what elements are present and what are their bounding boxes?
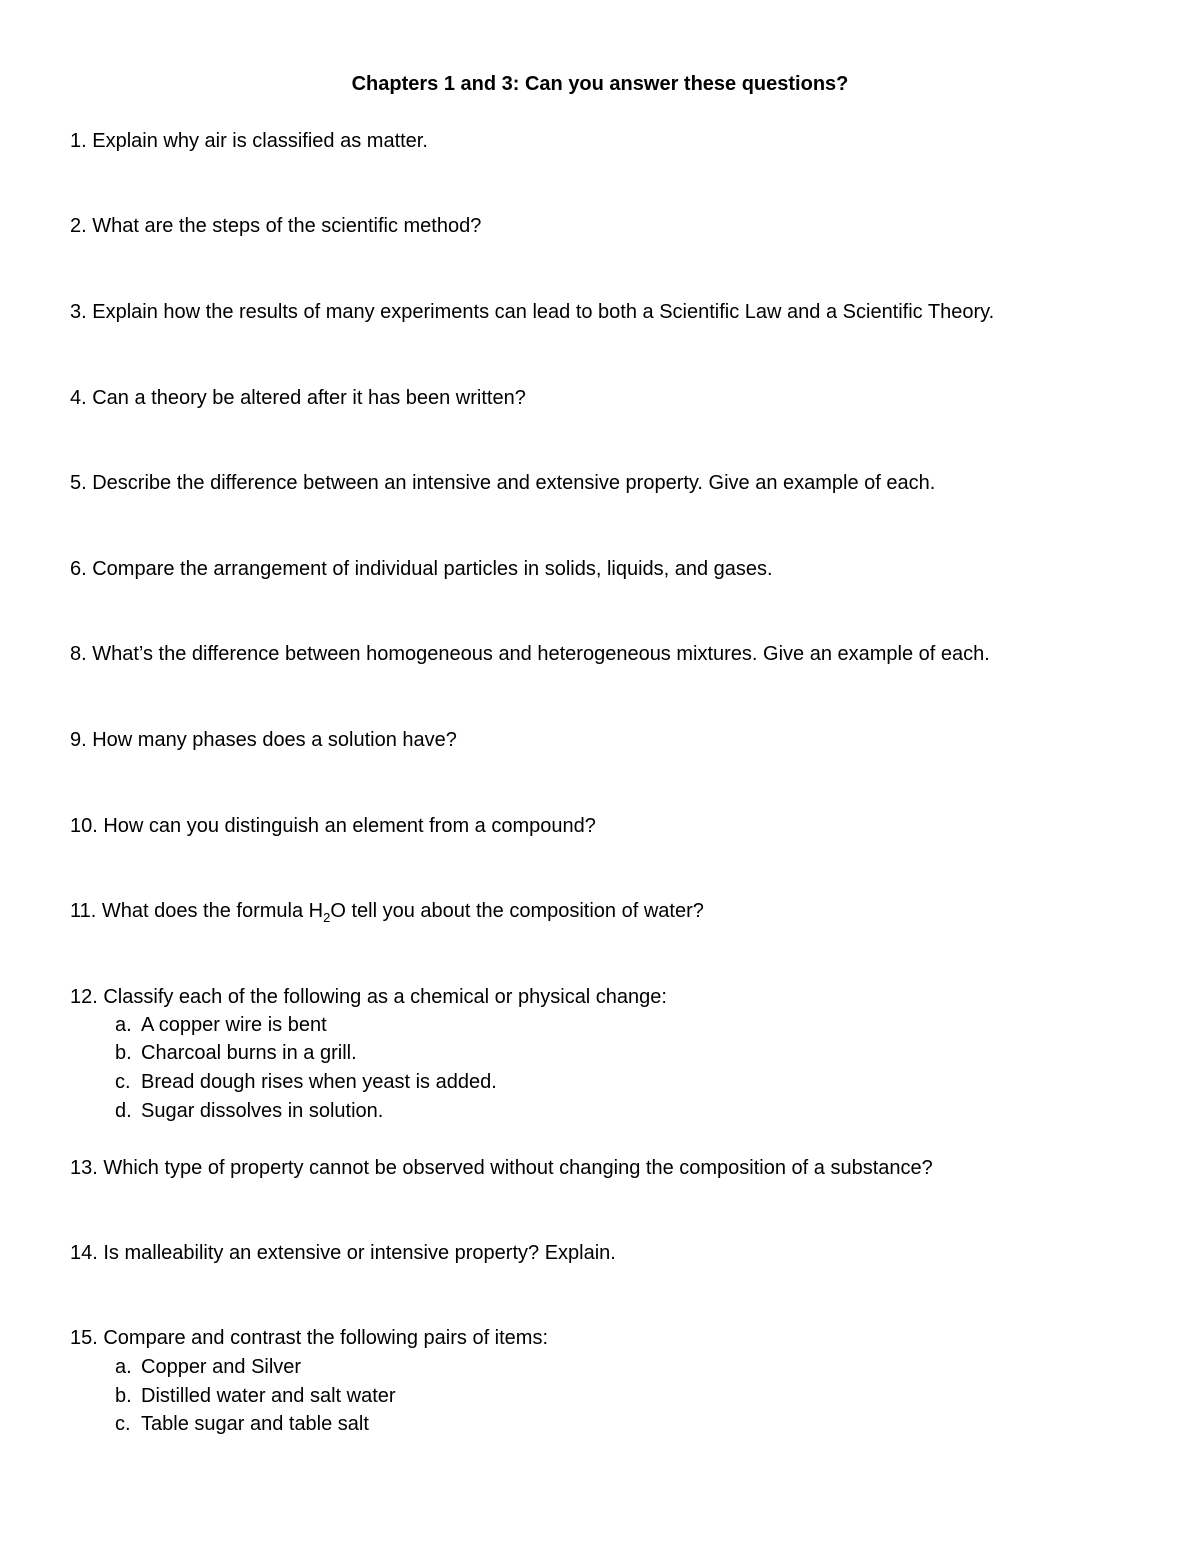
question-1: 1. Explain why air is classified as matter.	[70, 130, 428, 152]
item-text: Distilled water and salt water	[141, 1385, 396, 1407]
question-8: 8. What’s the difference between homogeneous and heterogeneous mixtures. Give an example of each.	[70, 643, 990, 665]
item-text: Copper and Silver	[141, 1356, 302, 1378]
item-letter: c.	[115, 1413, 131, 1435]
item-text: Charcoal burns in a grill.	[141, 1042, 357, 1064]
question-15: 15. Compare and contrast the following pairs of items:	[70, 1327, 549, 1349]
question-2: 2. What are the steps of the scientific method?	[70, 215, 482, 237]
question-12: 12. Classify each of the following as a chemical or physical change:	[70, 986, 667, 1008]
item-letter: b.	[115, 1385, 132, 1407]
question-12-item-b	[115, 1039, 357, 1067]
question-11-post: O tell you about the composition of water?	[330, 900, 704, 922]
question-15-item-b	[115, 1382, 396, 1410]
question-13: 13. Which type of property cannot be observed without changing the composition of a substance?	[70, 1157, 933, 1179]
item-letter: d.	[115, 1100, 132, 1122]
question-9: 9. How many phases does a solution have?	[70, 729, 457, 751]
question-12-item-c	[115, 1068, 497, 1096]
item-text: A copper wire is bent	[141, 1014, 327, 1036]
question-11-pre: 11. What does the formula H	[70, 900, 324, 922]
question-11	[70, 897, 704, 925]
question-12-item-a	[115, 1011, 327, 1039]
question-14: 14. Is malleability an extensive or intensive property? Explain.	[70, 1242, 616, 1264]
question-5: 5. Describe the difference between an intensive and extensive property. Give an example of each.	[70, 472, 936, 494]
item-letter: a.	[115, 1014, 132, 1036]
item-text: Table sugar and table salt	[141, 1413, 369, 1435]
question-11-subscript: 2	[323, 910, 331, 925]
question-10: 10. How can you distinguish an element from a compound?	[70, 815, 596, 837]
item-text: Sugar dissolves in solution.	[141, 1100, 384, 1122]
item-letter: b.	[115, 1042, 132, 1064]
question-6: 6. Compare the arrangement of individual particles in solids, liquids, and gases.	[70, 558, 773, 580]
item-text: Bread dough rises when yeast is added.	[141, 1071, 497, 1093]
question-12-item-d	[115, 1097, 383, 1125]
question-4: 4. Can a theory be altered after it has been written?	[70, 387, 526, 409]
question-15-item-c	[115, 1410, 369, 1438]
question-15-item-a	[115, 1353, 301, 1381]
item-letter: c.	[115, 1071, 131, 1093]
page-title: Chapters 1 and 3: Can you answer these questions?	[351, 73, 849, 95]
item-letter: a.	[115, 1356, 132, 1378]
question-3: 3. Explain how the results of many experiments can lead to both a Scientific Law and a Scientific Theory.	[70, 301, 995, 323]
